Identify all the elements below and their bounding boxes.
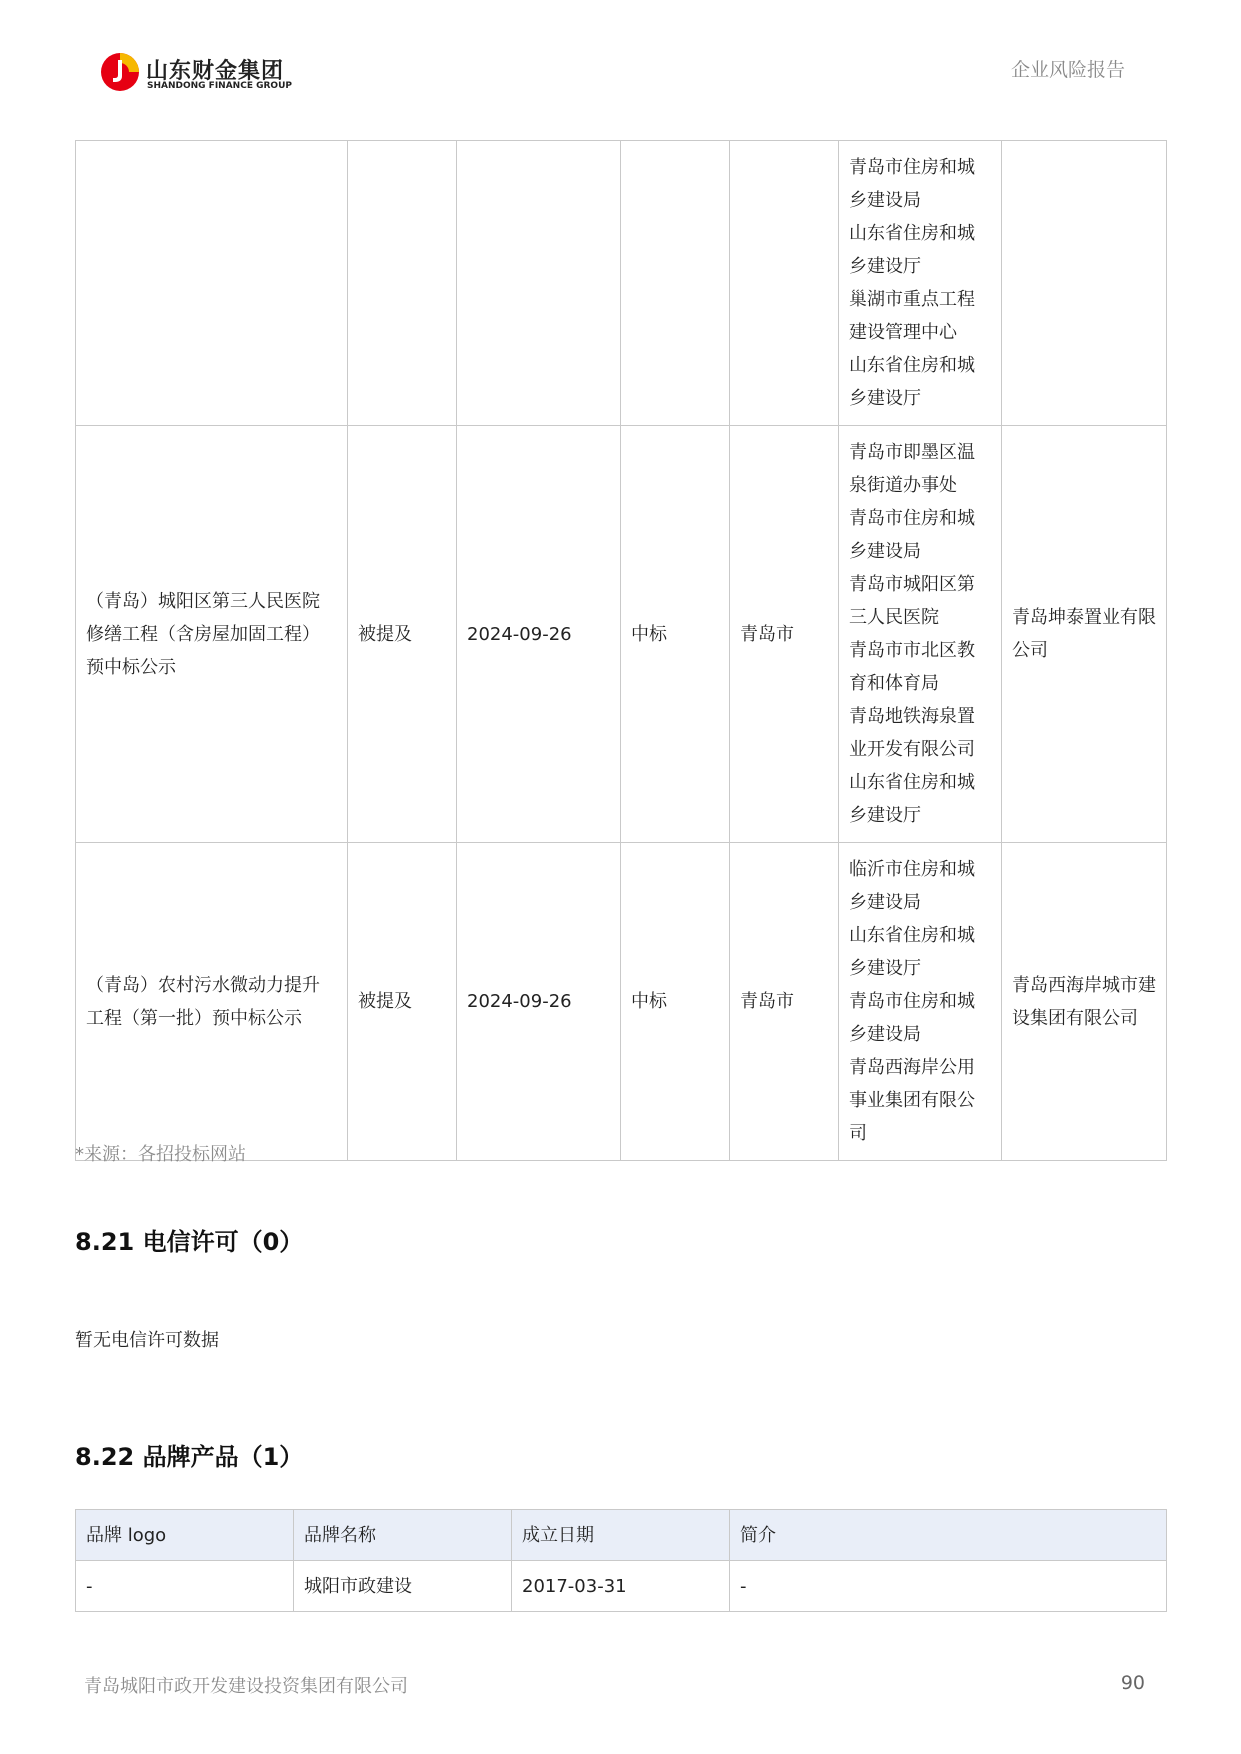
page-number: 90 bbox=[1120, 1672, 1145, 1694]
report-title: 企业风险报告 bbox=[1010, 59, 1125, 81]
party-name: 青岛市即墨区温泉街道办事处 bbox=[849, 442, 975, 496]
bid-type-cell: 中标 bbox=[621, 426, 730, 843]
bid-winner-cell: 青岛坤泰置业有限公司 bbox=[1002, 426, 1167, 843]
party-name: 青岛地铁海泉置业开发有限公司 bbox=[849, 706, 975, 760]
bid-parties-cell bbox=[839, 843, 1002, 1161]
brand-logo-cell: - bbox=[76, 1561, 294, 1612]
bid-date-cell: 2024-09-26 bbox=[457, 843, 621, 1161]
bid-title-cell bbox=[76, 141, 348, 426]
bid-title-cell: （青岛）城阳区第三人民医院修缮工程（含房屋加固工程）预中标公示 bbox=[76, 426, 348, 843]
table-header-row bbox=[76, 1510, 1167, 1561]
source-note: *来源：各招投标网站 bbox=[75, 1144, 246, 1165]
party-name: 青岛西海岸公用事业集团有限公司 bbox=[849, 1057, 975, 1144]
column-header-intro: 简介 bbox=[730, 1510, 1167, 1561]
bid-date-cell bbox=[457, 141, 621, 426]
telecom-section-title: 8.21 电信许可（0） bbox=[75, 1228, 304, 1256]
party-name: 山东省住房和城乡建设厅 bbox=[849, 223, 975, 277]
bid-winner-cell bbox=[1002, 141, 1167, 426]
party-name: 临沂市住房和城乡建设局 bbox=[849, 859, 975, 913]
table-row bbox=[76, 843, 1167, 1161]
bid-region-cell: 青岛市 bbox=[730, 843, 839, 1161]
bid-region-cell: 青岛市 bbox=[730, 426, 839, 843]
table-row bbox=[76, 426, 1167, 843]
bid-type-cell: 中标 bbox=[621, 843, 730, 1161]
logo-text-cn: 山东财金集团 bbox=[146, 59, 285, 84]
telecom-empty-text: 暂无电信许可数据 bbox=[75, 1330, 219, 1351]
bid-type-cell bbox=[621, 141, 730, 426]
table-row bbox=[76, 1561, 1167, 1612]
bid-parties-cell bbox=[839, 426, 1002, 843]
footer-company-name: 青岛城阳市政开发建设投资集团有限公司 bbox=[84, 1676, 408, 1697]
brand-name-cell: 城阳市政建设 bbox=[294, 1561, 512, 1612]
brand-date-cell: 2017-03-31 bbox=[512, 1561, 730, 1612]
table-row bbox=[76, 141, 1167, 426]
bid-parties-cell bbox=[839, 141, 1002, 426]
logo-text-en: SHANDONG FINANCE GROUP bbox=[147, 81, 292, 91]
brand-intro-cell: - bbox=[730, 1561, 1167, 1612]
party-name: 青岛市住房和城乡建设局 bbox=[849, 508, 975, 562]
party-name: 巢湖市重点工程建设管理中心 bbox=[849, 289, 975, 343]
bid-region-cell bbox=[730, 141, 839, 426]
bid-role-cell: 被提及 bbox=[348, 426, 457, 843]
bid-role-cell: 被提及 bbox=[348, 843, 457, 1161]
bid-role-cell bbox=[348, 141, 457, 426]
party-name: 青岛市城阳区第三人民医院 bbox=[849, 574, 975, 628]
bid-date-cell: 2024-09-26 bbox=[457, 426, 621, 843]
party-name: 青岛市住房和城乡建设局 bbox=[849, 991, 975, 1045]
column-header-logo: 品牌 logo bbox=[76, 1510, 294, 1561]
brand-table bbox=[75, 1509, 1167, 1612]
party-name: 山东省住房和城乡建设厅 bbox=[849, 355, 975, 409]
bid-title-cell: （青岛）农村污水微动力提升工程（第一批）预中标公示 bbox=[76, 843, 348, 1161]
bid-winner-cell: 青岛西海岸城市建设集团有限公司 bbox=[1002, 843, 1167, 1161]
party-name: 青岛市市北区教育和体育局 bbox=[849, 640, 975, 694]
party-name: 山东省住房和城乡建设厅 bbox=[849, 925, 975, 979]
brand-section-title: 8.22 品牌产品（1） bbox=[75, 1443, 304, 1471]
company-logo bbox=[100, 52, 300, 96]
party-name: 青岛市住房和城乡建设局 bbox=[849, 157, 975, 211]
bid-table bbox=[75, 140, 1167, 1161]
column-header-name: 品牌名称 bbox=[294, 1510, 512, 1561]
shandong-finance-logo-icon bbox=[100, 52, 140, 92]
party-name: 山东省住房和城乡建设厅 bbox=[849, 772, 975, 826]
page-header bbox=[0, 0, 1241, 110]
column-header-date: 成立日期 bbox=[512, 1510, 730, 1561]
